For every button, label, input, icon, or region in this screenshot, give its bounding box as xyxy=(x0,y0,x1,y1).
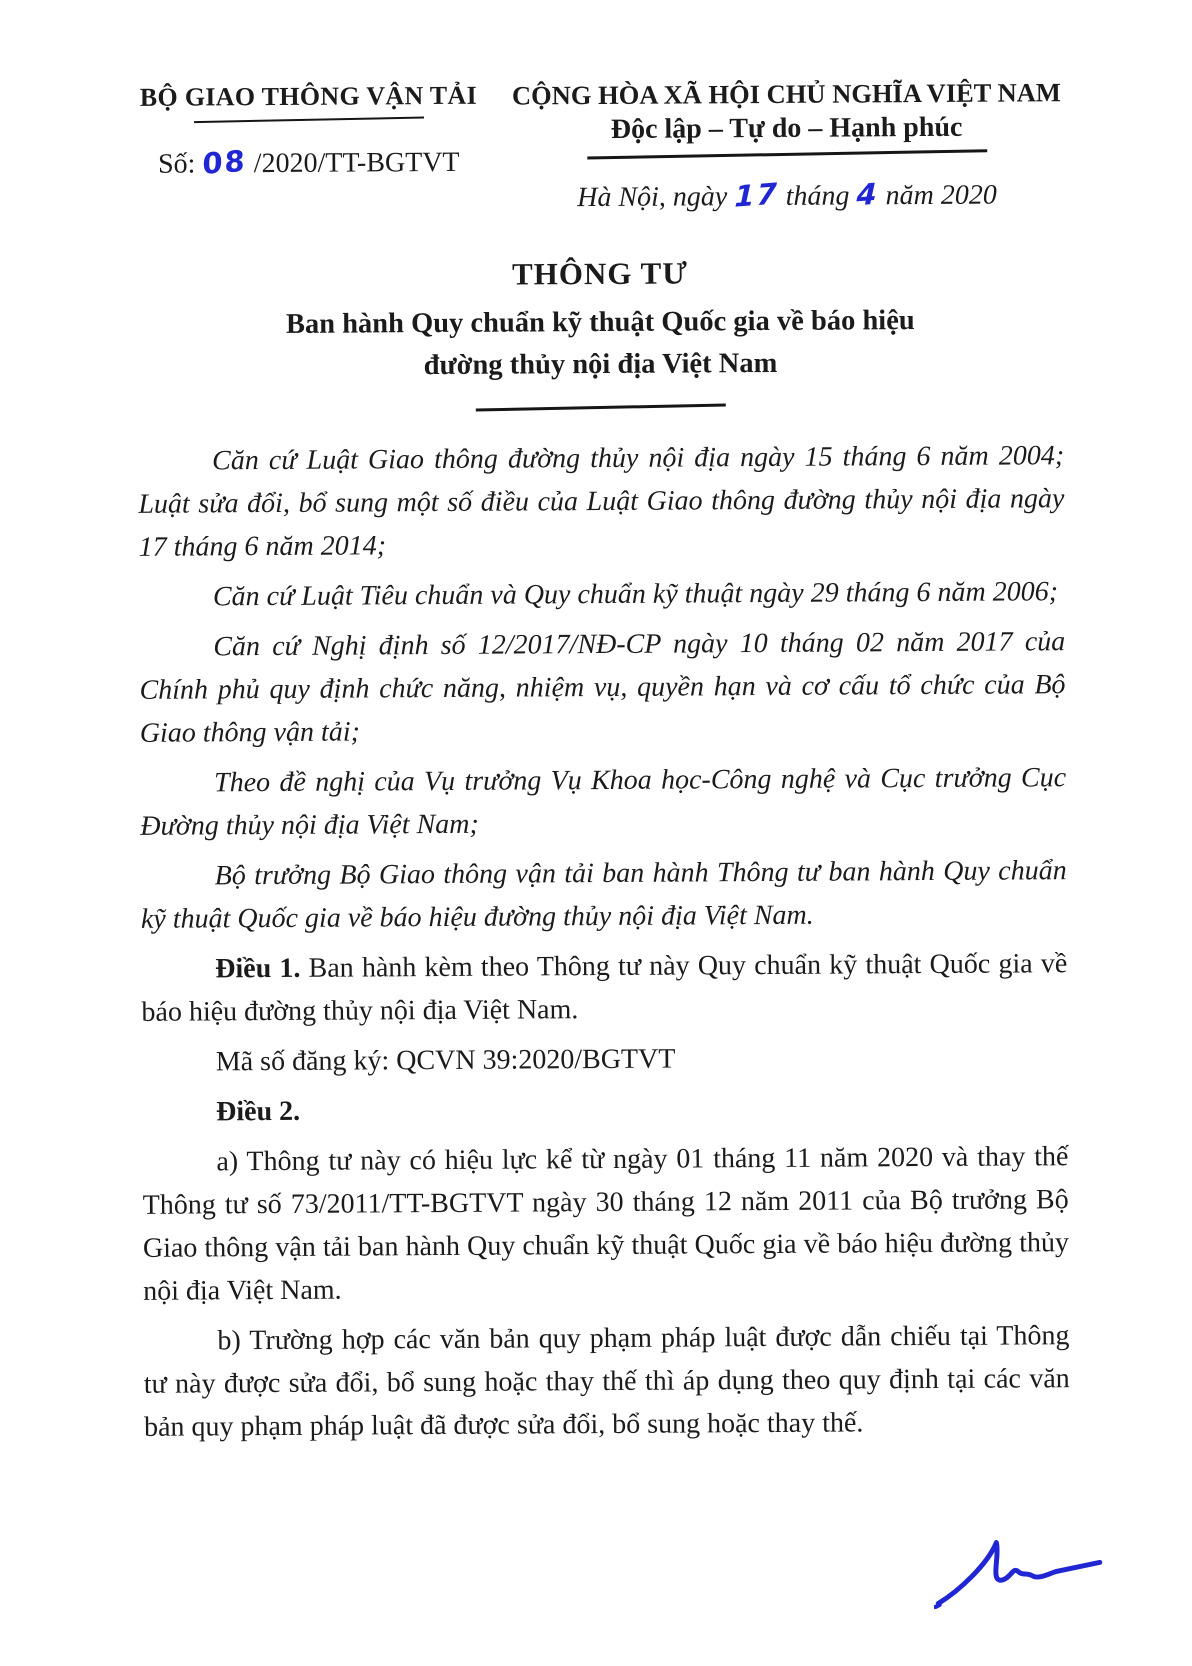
signature-svg xyxy=(934,1532,1104,1614)
motto-underline xyxy=(587,149,987,159)
signature-stroke-dot xyxy=(935,1605,939,1607)
issuing-agency-name: BỘ GIAO THÔNG VẬN TẢI xyxy=(139,80,478,112)
recital-paragraph: Theo đề nghị của Vụ trưởng Vụ Khoa học-Công nghệ và Cục trưởng Cục Đường thủy nội địa Việt Nam; xyxy=(140,762,1067,842)
national-name: CỘNG HÒA XÃ HỘI CHỦ NGHĨA VIỆT NAM xyxy=(511,77,1061,111)
recital-paragraph: Căn cứ Nghị định số 12/2017/NĐ-CP ngày 10 tháng 02 năm 2017 của Chính phủ quy định chức năng, nhiệm vụ, quyền hạn và cơ cấu tổ chức của Bộ Giao thông vận tải; xyxy=(139,626,1066,749)
article-1-paragraph xyxy=(141,942,1068,1034)
title-underline xyxy=(476,403,726,411)
issuing-agency-block xyxy=(136,81,482,181)
agency-underline xyxy=(194,116,424,123)
article-2-item-a: a) Thông tư này có hiệu lực kể từ ngày 01 tháng 11 năm 2020 và thay thế Thông tư số 73/2011/TT-BGTVT ngày 30 tháng 12 năm 2011 của Bộ trưởng Bộ Giao thông vận tải ban hành Quy chuẩn kỹ thuật Quốc gia về báo hiệu đường thủy nội địa Việt Nam. xyxy=(142,1141,1070,1307)
document-subject-line1: Ban hành Quy chuẩn kỹ thuật Quốc gia về báo hiệu xyxy=(285,305,915,340)
recital-paragraph: Căn cứ Luật Tiêu chuẩn và Quy chuẩn kỹ thuật ngày 29 tháng 6 năm 2006; xyxy=(212,576,1059,613)
doc-number-handwritten: 08 xyxy=(201,143,248,182)
document-title-block xyxy=(137,253,1064,412)
date-day-handwritten: 17 xyxy=(733,176,780,214)
date-month-handwritten: 4 xyxy=(855,176,880,213)
registration-code-line: Mã số đăng ký: QCVN 39:2020/BGTVT xyxy=(215,1043,676,1078)
document-content xyxy=(136,77,1070,1456)
document-body xyxy=(138,434,1070,1449)
place-date-line xyxy=(511,176,1062,214)
document-number-line xyxy=(136,144,481,181)
article-1-text: Ban hành kèm theo Thông tư này Quy chuẩn kỹ thuật Quốc gia về báo hiệu đường thủy nội địa Việt Nam. xyxy=(141,948,1068,1028)
handwritten-initial-signature xyxy=(934,1532,1104,1614)
recital-paragraph: Căn cứ Luật Giao thông đường thủy nội địa ngày 15 tháng 6 năm 2004; Luật sửa đổi, bổ sung một số điều của Luật Giao thông đường thủy nội địa ngày 17 tháng 6 năm 2014; xyxy=(138,440,1065,563)
date-mid: tháng xyxy=(785,180,850,212)
doc-number-prefix: Số: xyxy=(157,148,196,180)
document-header xyxy=(136,77,1063,217)
article-2-item-b: b) Trường hợp các văn bản quy phạm pháp luật được dẫn chiếu tại Thông tư này được sửa đổi, bổ sung hoặc thay thế thì áp dụng theo quy định tại các văn bản quy phạm pháp luật đã được sửa đổi, bổ sung hoặc thay thế. xyxy=(143,1320,1070,1443)
date-prefix: Hà Nội, ngày xyxy=(577,181,728,214)
national-heading-block xyxy=(481,77,1063,215)
signature-stroke xyxy=(938,1543,1100,1604)
article-2-heading xyxy=(142,1085,1068,1134)
recital-paragraph: Bộ trưởng Bộ Giao thông vận tải ban hành Thông tư ban hành Quy chuẩn kỹ thuật Quốc gia về báo hiệu đường thủy nội địa Việt Nam. xyxy=(140,855,1067,935)
article-2-label: Điều 2. xyxy=(216,1095,301,1128)
national-motto: Độc lập – Tự do – Hạnh phúc xyxy=(610,111,963,145)
document-subject-line2: đường thủy nội địa Việt Nam xyxy=(423,347,778,382)
date-suffix: năm 2020 xyxy=(885,179,997,212)
article-1-label: Điều 1. xyxy=(215,952,301,985)
document-type-title: THÔNG TƯ xyxy=(511,255,689,292)
doc-number-suffix: /2020/TT-BGTVT xyxy=(253,146,460,180)
